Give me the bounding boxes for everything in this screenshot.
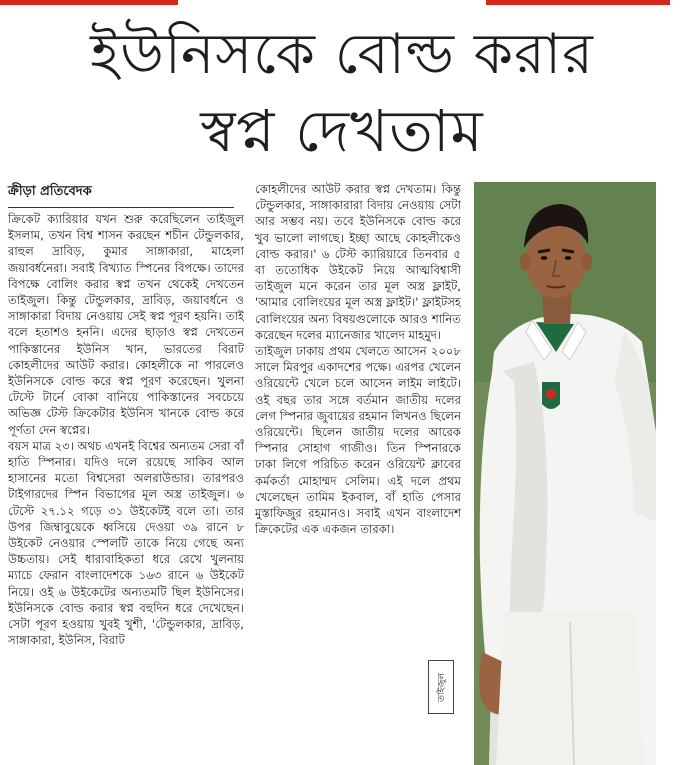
byline: ক্রীড়া প্রতিবেদক: [8, 182, 234, 208]
top-color-bar: [0, 0, 684, 7]
photo-caption: [428, 660, 454, 714]
cricketer-illustration: [474, 182, 656, 765]
article-paragraph: ক্রিকেট ক্যারিয়ার যখন শুরু করেছিলেন তাইজুল ইসলাম, তখন বিশ্ব শাসন করছেন শচীন টেন্ডুলকার, রাহুল দ্রাবিড়, কুমার সাঙ্গাকারা, মাহেলা জয়াবর্ধনেরা। সবাই বিখ্যাত স্পিনের বিপক্ষে। তাদের বিপক্ষে বোলিং করার স্বপ্ন তখন থেকেই দেখতেন তাইজুল। কিন্তু টেন্ডুলকার, দ্রাবিড়, জয়াবর্ধনে ও সাঙ্গাকারা বিদায় নেওয়ায় সেই স্বপ্ন পূরণ হয়নি। তাই বলে হতাশও হননি। এদের ছাড়াও স্বপ্ন দেখতেন পাকিস্তানের ইউনিস খান, ভারতের বিরাট কোহলীদের আউট করার। কোহলীকে না পারলেও ইউনিসকে বোল্ড করে স্বপ্ন পূরণ করেছেন। খুলনা টেস্টে টার্নে বোকা বানিয়ে পাকিস্তানের সবচেয়ে অভিজ্ঞ টেস্ট ক্রিকেটার ইউনিস খানকে বোল্ড করে পূর্ণতা দেন স্বপ্নের।: [8, 212, 244, 437]
article-column-1: [8, 211, 244, 761]
headline-line-2: স্বপ্ন দেখতাম: [200, 97, 484, 165]
article-paragraph: বয়স মাত্র ২৩। অথচ এখনই বিশ্বের অন্যতম সেরা বাঁ হাতি স্পিনার। যদিও দলে রয়েছে সাকিব আল হাসানের মতো বিশ্বসেরা অলরাউন্ডার। তারপরও টাইগারদের স্পিন বিভাগের মূল অস্ত্র তাইজুল। ৬ টেস্টে ২৭.১২ গড়ে ৩১ উইকেটই বলে তা। তার উপর জিম্বাবুয়েকে ধ্বসিয়ে দেওয়া ৩৯ রানে ৮ উইকেট নেওয়ার স্পেলটি তাকে নিয়ে গেছে অন্য উচ্চতায়। সেই ধারাবাহিকতা ধরে রেখে খুলনায় ম্যাচে ফেরান বাংলাদেশকে ১৬৩ রানে ৬ উইকেট নিয়ে। ওই ৬ উইকেটের অন্যতমটি ছিল ইউনিসের। ইউনিসকে বোল্ড করার স্বপ্ন বহুদিন ধরে দেখেছেন। সেটা পূরণ হওয়ায় খুবই খুশী, 'টেন্ডুলকার, দ্রাবিড়, সাঙ্গাকারা, ইউনিস, বিরাট: [8, 438, 244, 648]
article-paragraph: তাইজুল ঢাকায় প্রথম খেলতে আসেন ২০০৮ সালে মিরপুর একাদশের পক্ষে। এরপর খেলেন ওরিয়েন্টে খেলে চলে আসেন লাইম লাইটে। ওই বছর তার সঙ্গে বর্তমান জাতীয় দলের লেগ স্পিনার জুবায়ের রহমান লিখনও ছিলেন ওরিয়েন্টে। ছিলেন জাতীয় দলের আরেক স্পিনার সোহাগ গাজীও। তিন স্পিনারকে ঢাকা লিগে পরিচিত করেন ওরিয়েন্ট ক্লাবের কর্মকর্তা মোহাম্মদ সেলিম। এই দলে প্রথম খেলেছেন তামিম ইকবাল, বাঁ হাতি পেসার মুস্তাফিজুর রহমানও। সবাই এখন বাংলাদেশ ক্রিকেটের এক একজন তারকা।: [255, 344, 461, 537]
headline-line-1: ইউনিসকে বোল্ড করার: [90, 22, 594, 87]
top-red-bar-right: [486, 0, 670, 5]
cricketer-photo: [474, 182, 656, 765]
article-paragraph: কোহলীদের আউট করার স্বপ্ন দেখতাম। কিন্তু টেন্ডুলকার, সাঙ্গাকারারা বিদায় নেওয়ায় সেটা আর সম্ভব নয়। তবে ইউনিসকে বোল্ড করে খুব ভালো লাগছে। ইচ্ছা আছে কোহলীকেও বোল্ড করার।' ৬ টেস্ট ক্যারিয়ারে তিনবার ৫ বা ততোধিক উইকেট নিয়ে আত্মবিশ্বাসী তাইজুল মনে করেন তার মূল অস্ত্র ফ্লাইট, 'আমার বোলিংয়ের মূল অস্ত্র ফ্লাইট।' ফ্লাইটসহ বোলিংয়ের অন্য বিষয়গুলোকে আরও শানিত করেছেন দলের ম্যানেজার খালেদ মাহমুদ।: [255, 182, 461, 342]
headline: [0, 18, 684, 170]
photo-caption-text: তাইজুল: [436, 672, 447, 702]
top-red-bar-left: [0, 0, 178, 5]
